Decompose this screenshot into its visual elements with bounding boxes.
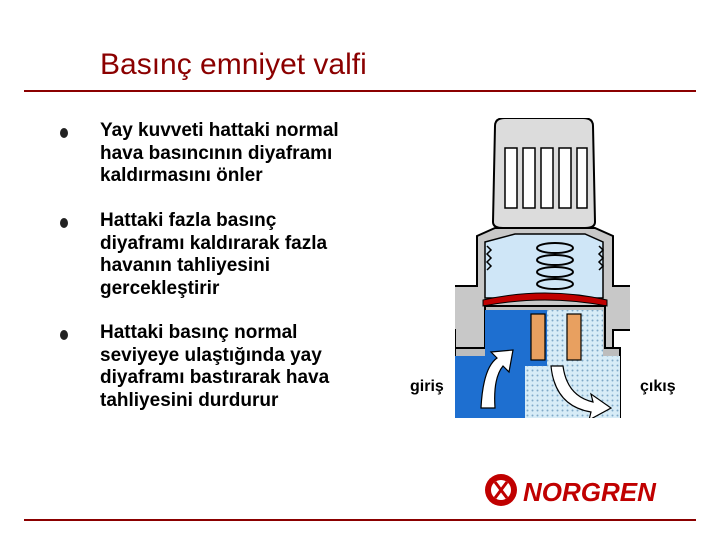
bullet-dot — [60, 218, 68, 228]
title-rule — [24, 90, 696, 92]
bullet-text: Yay kuvveti hattaki normal hava basıncının diyaframı kaldırmasını önler — [100, 120, 339, 186]
logo-text: NORGREN — [523, 477, 656, 507]
adjustment-knob — [493, 118, 595, 228]
bottom-rule — [24, 519, 696, 521]
valve-diagram — [455, 118, 630, 418]
norgren-logo — [483, 470, 698, 510]
outlet-label: çıkış — [640, 378, 676, 395]
bullet-dot — [60, 330, 68, 340]
bullet-text: Hattaki basınç normal seviyeye ulaştığında yay diyaframı bastırarak hava tahliyesini durdurur — [100, 322, 330, 411]
bullet-dot — [60, 128, 68, 138]
bullet-text: Hattaki fazla basınç diyaframı kaldırarak fazla havanın tahliyesini gercekleştirir — [100, 210, 328, 299]
inlet-label: giriş — [410, 378, 444, 395]
slide-title: Basınç emniyet valfi — [100, 48, 367, 81]
